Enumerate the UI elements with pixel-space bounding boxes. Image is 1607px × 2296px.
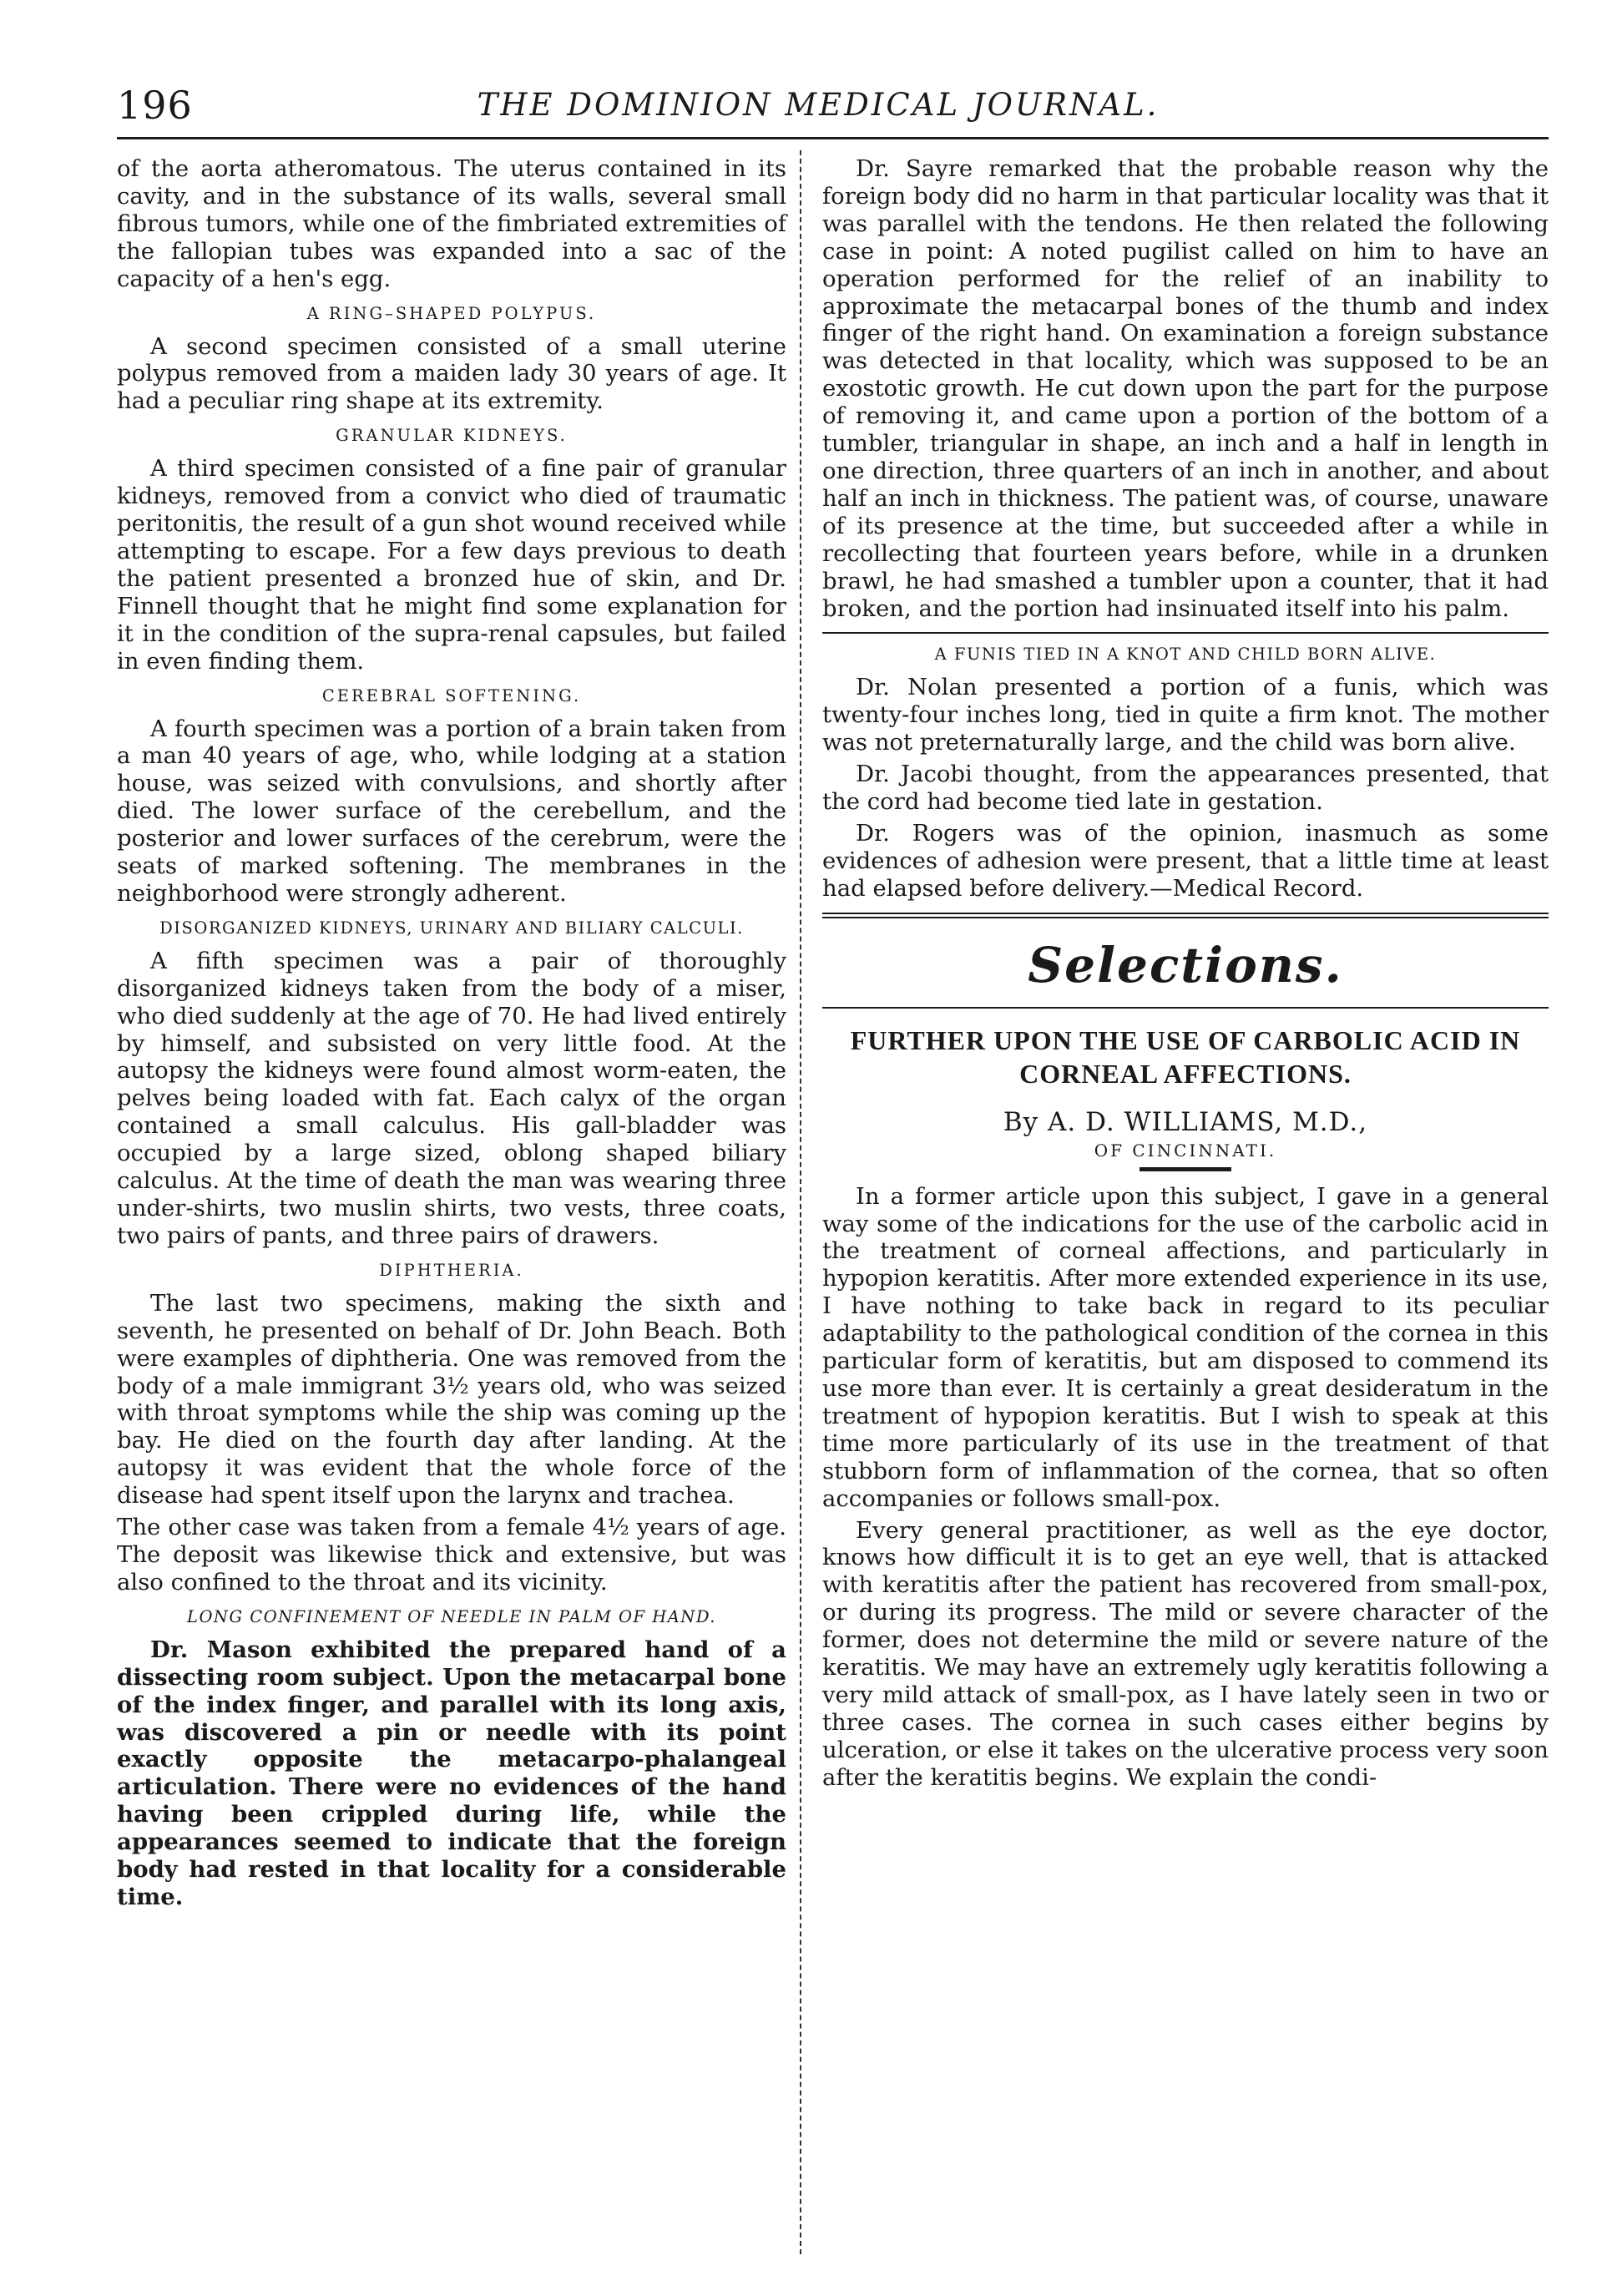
page-header — [117, 80, 1519, 130]
column-divider — [800, 150, 801, 2254]
double-rule — [822, 913, 1549, 918]
running-title: THE DOMINION MEDICAL JOURNAL. — [477, 87, 1160, 123]
short-rule — [1140, 1167, 1231, 1171]
paragraph: Dr. Mason exhibited the prepared hand of a dissecting room subject. Upon the metacarpal bone of the index finger, and parallel with its long axis, was discovered a pin or needle with its point exactly opposite the metacarpo-phalangeal articulation. There were no evidences of the hand having been crippled during life, while the appearances seemed to indicate that the foreign body had rested in that locality for a considerable time. — [117, 1636, 786, 1910]
subheading: A FUNIS TIED IN A KNOT AND CHILD BORN ALIVE. — [934, 645, 1437, 665]
subheading: DIPHTHERIA. — [379, 1260, 524, 1280]
paragraph: The other case was taken from a female 4½ years of age. The deposit was likewise thick and extensive, but was also confined to the throat and its vicinity. — [117, 1514, 786, 1596]
subheading: LONG CONFINEMENT OF NEEDLE IN PALM OF HAND. — [187, 1606, 716, 1626]
paragraph: of the aorta atheromatous. The uterus contained in its cavity, and in the substance of its walls, several small fibrous tumors, while one of the fimbriated extremities of the fallopian tubes was expanded into a sac of the capacity of a hen's egg. — [117, 155, 786, 292]
paragraph: A fifth specimen was a pair of thoroughly disorganized kidneys taken from the body of a miser, who died suddenly at the age of 70. He had lived entirely by himself, and subsisted on very little food. At the autopsy the kidneys were found almost worm-eaten, the pelves being loaded with fat. Each calyx of the organ contained a small calculus. His gall-bladder was occupied by a large sized, oblong shaped biliary calculus. At the time of death the man was wearing three under-shirts, two muslin shirts, two vests, three coats, two pairs of pants, and three pairs of drawers. — [117, 947, 786, 1249]
header-rule — [117, 137, 1549, 139]
page-number: 196 — [117, 83, 193, 128]
paragraph: A third specimen consisted of a fine pair of granular kidneys, removed from a convict who died of traumatic peritonitis, the result of a gun shot wound received while attempting to escape. For a few days previous to death the patient presented a bronzed hue of skin, and Dr. Finnell thought that he might find some explanation for it in the condition of the supra-renal capsules, but failed in even finding them. — [117, 455, 786, 675]
paragraph: Every general practitioner, as well as the eye doctor, knows how difficult it is to get an eye well, that is attacked with keratitis after the patient has recovered from small-pox, or during its progress. The mild or severe character of the former, does not determine the mild or severe nature of the keratitis. We may have an extremely ugly keratitis following a very mild attack of small-pox, as I have lately seen in two or three cases. The cornea in such cases either begins by ulceration, or else it takes on the ulcerative process very soon after the keratitis begins. We explain the condi- — [822, 1516, 1549, 1791]
paragraph: In a former article upon this subject, I gave in a general way some of the indications for the use of the carbolic acid in the treatment of corneal affections, and particularly in hypopion keratitis. After more extended experience in its use, I have nothing to take back in regard to its peculiar adaptability to the pathological condition of the cornea in this particular form of keratitis, but am disposed to commend its use more than ever. It is certainly a great desideratum in the treatment of hypopion keratitis. But I wish to speak at this time more particularly of its use in the treatment of that stubborn form of inflammation of the cornea, that so often accompanies or follows small-pox. — [822, 1182, 1549, 1512]
paragraph: Dr. Sayre remarked that the probable reason why the foreign body did no harm in that particular locality was that it was parallel with the tendons. He then related the following case in point: A noted pugilist called on him to have an operation performed for the relief of an inability to approximate the metacarpal bones of the thumb and index finger of the right hand. On examination a foreign substance was detected in that locality, which was supposed to be an exostotic growth. He cut down upon the part for the purpose of removing it, and came upon a portion of the bottom of a tumbler, triangular in shape, an inch and a half in length in one direction, three quarters of an inch in another, and about half an inch in thickness. The patient was, of course, unaware of its presence at the time, but succeeded after a while in recollecting that fourteen years before, while in a drunken brawl, he had smashed a tumbler upon a counter, that it had broken, and the portion had insinuated itself into his palm. — [822, 155, 1549, 622]
subheading: CEREBRAL SOFTENING. — [321, 685, 582, 705]
separator-rule — [822, 1007, 1549, 1009]
paragraph: A fourth specimen was a portion of a brain taken from a man 40 years of age, who, while lodging at a station house, was seized with convulsions, and shortly after died. The lower surface of the cerebellum, and the posterior and lower surfaces of the cerebrum, were the seats of marked softening. The membranes in the neighborhood were strongly adherent. — [117, 715, 786, 907]
separator-rule — [822, 632, 1549, 634]
paragraph: The last two specimens, making the sixth and seventh, he presented on behalf of Dr. John Beach. Both were examples of diphtheria. One was removed from the body of a male immigrant 3½ years old, who was seized with throat symptoms while the ship was coming up the bay. He died on the fourth day after landing. At the autopsy it was evident that the whole force of the disease had spent itself upon the larynx and trachea. — [117, 1289, 786, 1510]
paragraph: Dr. Rogers was of the opinion, inasmuch as some evidences of adhesion were present, that a little time at least had elapsed before delivery.—Medical Record. — [822, 819, 1549, 902]
affiliation: OF CINCINNATI. — [1094, 1140, 1277, 1161]
subheading: A RING–SHAPED POLYPUS. — [306, 303, 597, 323]
paragraph: Dr. Nolan presented a portion of a funis, which was twenty-four inches long, tied in quite a firm knot. The mother was not preternaturally large, and the child was born alive. — [822, 674, 1549, 756]
subheading: DISORGANIZED KIDNEYS, URINARY AND BILIARY CALCULI. — [159, 918, 744, 938]
paragraph: A second specimen consisted of a small uterine polypus removed from a maiden lady 30 years of age. It had a peculiar ring shape at its extremity. — [117, 332, 786, 415]
paragraph: Dr. Jacobi thought, from the appearances presented, that the cord had become tied late in gestation. — [822, 761, 1549, 816]
byline: By A. D. WILLIAMS, M.D., — [1003, 1106, 1368, 1137]
right-column — [822, 155, 1549, 1796]
article-title: FURTHER UPON THE USE OF CARBOLIC ACID IN CORNEAL AFFECTIONS. — [850, 1024, 1521, 1089]
section-title: Selections. — [1028, 936, 1343, 994]
left-column — [117, 155, 786, 1915]
subheading: GRANULAR KIDNEYS. — [336, 426, 568, 446]
